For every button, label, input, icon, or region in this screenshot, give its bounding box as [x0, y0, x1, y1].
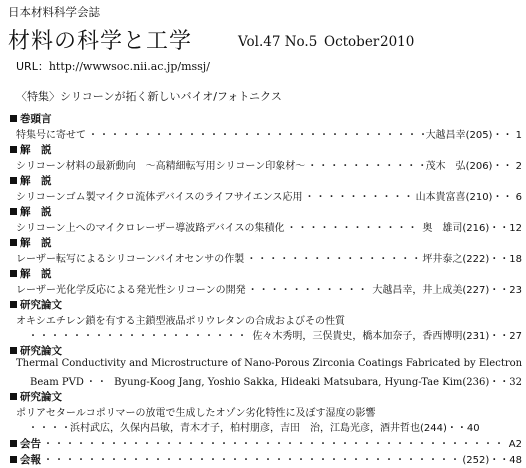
issue-month: October	[324, 34, 380, 50]
square-bullet-icon	[10, 208, 17, 215]
article-author: 坪井泰之	[422, 254, 463, 265]
section-heading: 解 説	[10, 173, 52, 188]
section-heading: 解 説	[10, 142, 52, 157]
toc-entry[interactable]	[16, 126, 522, 141]
society-name: 日本材料科学会誌	[8, 5, 100, 19]
toc-entry[interactable]	[16, 219, 522, 234]
square-bullet-icon	[10, 270, 17, 277]
section-heading: 研究論文	[10, 297, 62, 312]
paper-title[interactable]: オキシエチレン鎖を有する主鎖型液晶ポリウレタンの合成およびその性質	[16, 316, 346, 327]
section-heading: 研究論文	[10, 389, 62, 404]
article-pages: (231)・・27	[462, 331, 522, 342]
square-bullet-icon	[10, 115, 17, 122]
toc-entry[interactable]	[16, 281, 522, 296]
article-pages: (210)・・ 6	[465, 192, 522, 203]
section-heading: 研究論文	[10, 343, 62, 358]
issue-year: 2010	[380, 34, 415, 50]
article-author: 佐々木秀明，三俣貴史，橋本加奈子，香西博明	[252, 331, 463, 342]
paper-title[interactable]: ポリアセタールコポリマーの放電で生成したオゾン劣化特性に及ぼす湿度の影響	[16, 408, 376, 419]
square-bullet-icon	[10, 347, 17, 354]
toc-entry[interactable]	[16, 188, 522, 203]
toc-entry[interactable]	[16, 157, 522, 172]
article-title: シリコーン上へのマイクロレーザー導波路デバイスの集積化	[16, 223, 285, 234]
article-author: 奥 雄司	[422, 223, 463, 234]
article-author: 茂木 弘	[425, 161, 466, 172]
article-author: 山本貴富喜	[415, 192, 466, 203]
article-title: 特集号に寄せて	[16, 130, 86, 141]
section-heading: 会報	[10, 452, 41, 467]
article-title: Beam PVD	[30, 377, 84, 388]
section-heading: 解 説	[10, 204, 52, 219]
article-author: 大越昌幸，井上成美	[372, 285, 463, 296]
article-author: 浜村武広，久保内昌敏，青木才子，柏村朋彦，吉田 治，江島光彦，酒井哲也	[70, 423, 420, 434]
toc-entry[interactable]	[10, 451, 522, 467]
article-pages: (205)・・ 1	[465, 130, 522, 141]
section-heading: 解 説	[10, 266, 52, 281]
article-pages: (206)・・ 2	[465, 161, 522, 172]
journal-title: 材料の科学と工学	[8, 29, 193, 54]
square-bullet-icon	[10, 177, 17, 184]
article-pages: (216)・・12	[462, 223, 522, 234]
section-heading: 巻頭言	[10, 111, 52, 126]
article-title: レーザー光化学反応による発光性シリコーンの開発	[16, 285, 246, 296]
journal-url[interactable]: http://wwwsoc.nii.ac.jp/mssj/	[48, 60, 210, 73]
article-title: レーザー転写によるシリコーンバイオセンサの作製	[16, 254, 245, 265]
square-bullet-icon	[10, 456, 17, 463]
square-bullet-icon	[10, 146, 17, 153]
article-pages: (222)・・18	[462, 254, 522, 265]
article-pages: (244)・・40	[420, 423, 480, 434]
volume-number: Vol.47 No.5	[238, 34, 318, 50]
article-author: Byung-Koog Jang, Yoshio Sakka, Hideaki Matsubara, Hyung-Tae Kim	[114, 377, 463, 388]
article-pages: (236)・・32	[462, 377, 522, 388]
url-line	[16, 58, 210, 74]
square-bullet-icon	[10, 301, 17, 308]
article-title: シリコーンゴム製マイクロ流体デバイスのライフサイエンス応用	[16, 192, 303, 203]
toc-entry[interactable]	[10, 435, 522, 451]
article-pages: (252)・・48	[462, 455, 522, 466]
section-heading: 会告	[10, 436, 41, 451]
article-author: 大越昌幸	[425, 130, 466, 141]
paper-title[interactable]: Thermal Conductivity and Microstructure of Nano-Porous Zirconia Coatings Fabricated by Electron	[16, 358, 523, 369]
toc-entry[interactable]	[26, 327, 522, 342]
toc-entry[interactable]	[16, 250, 522, 265]
article-pages: (227)・・23	[462, 285, 522, 296]
toc-entry[interactable]	[30, 373, 522, 388]
article-title: シリコーン材料の最新動向 ～高精細転写用シリコーン印象材～	[16, 161, 306, 172]
square-bullet-icon	[10, 440, 17, 447]
url-label: URL：	[16, 60, 49, 73]
toc-entry[interactable]	[26, 419, 522, 434]
section-heading: 解 説	[10, 235, 52, 250]
special-issue-title: 〈特集〉シリコーンが拓く新しいバイオ/フォトニクス	[16, 90, 282, 103]
square-bullet-icon	[10, 393, 17, 400]
square-bullet-icon	[10, 239, 17, 246]
article-pages: A2	[508, 439, 522, 450]
